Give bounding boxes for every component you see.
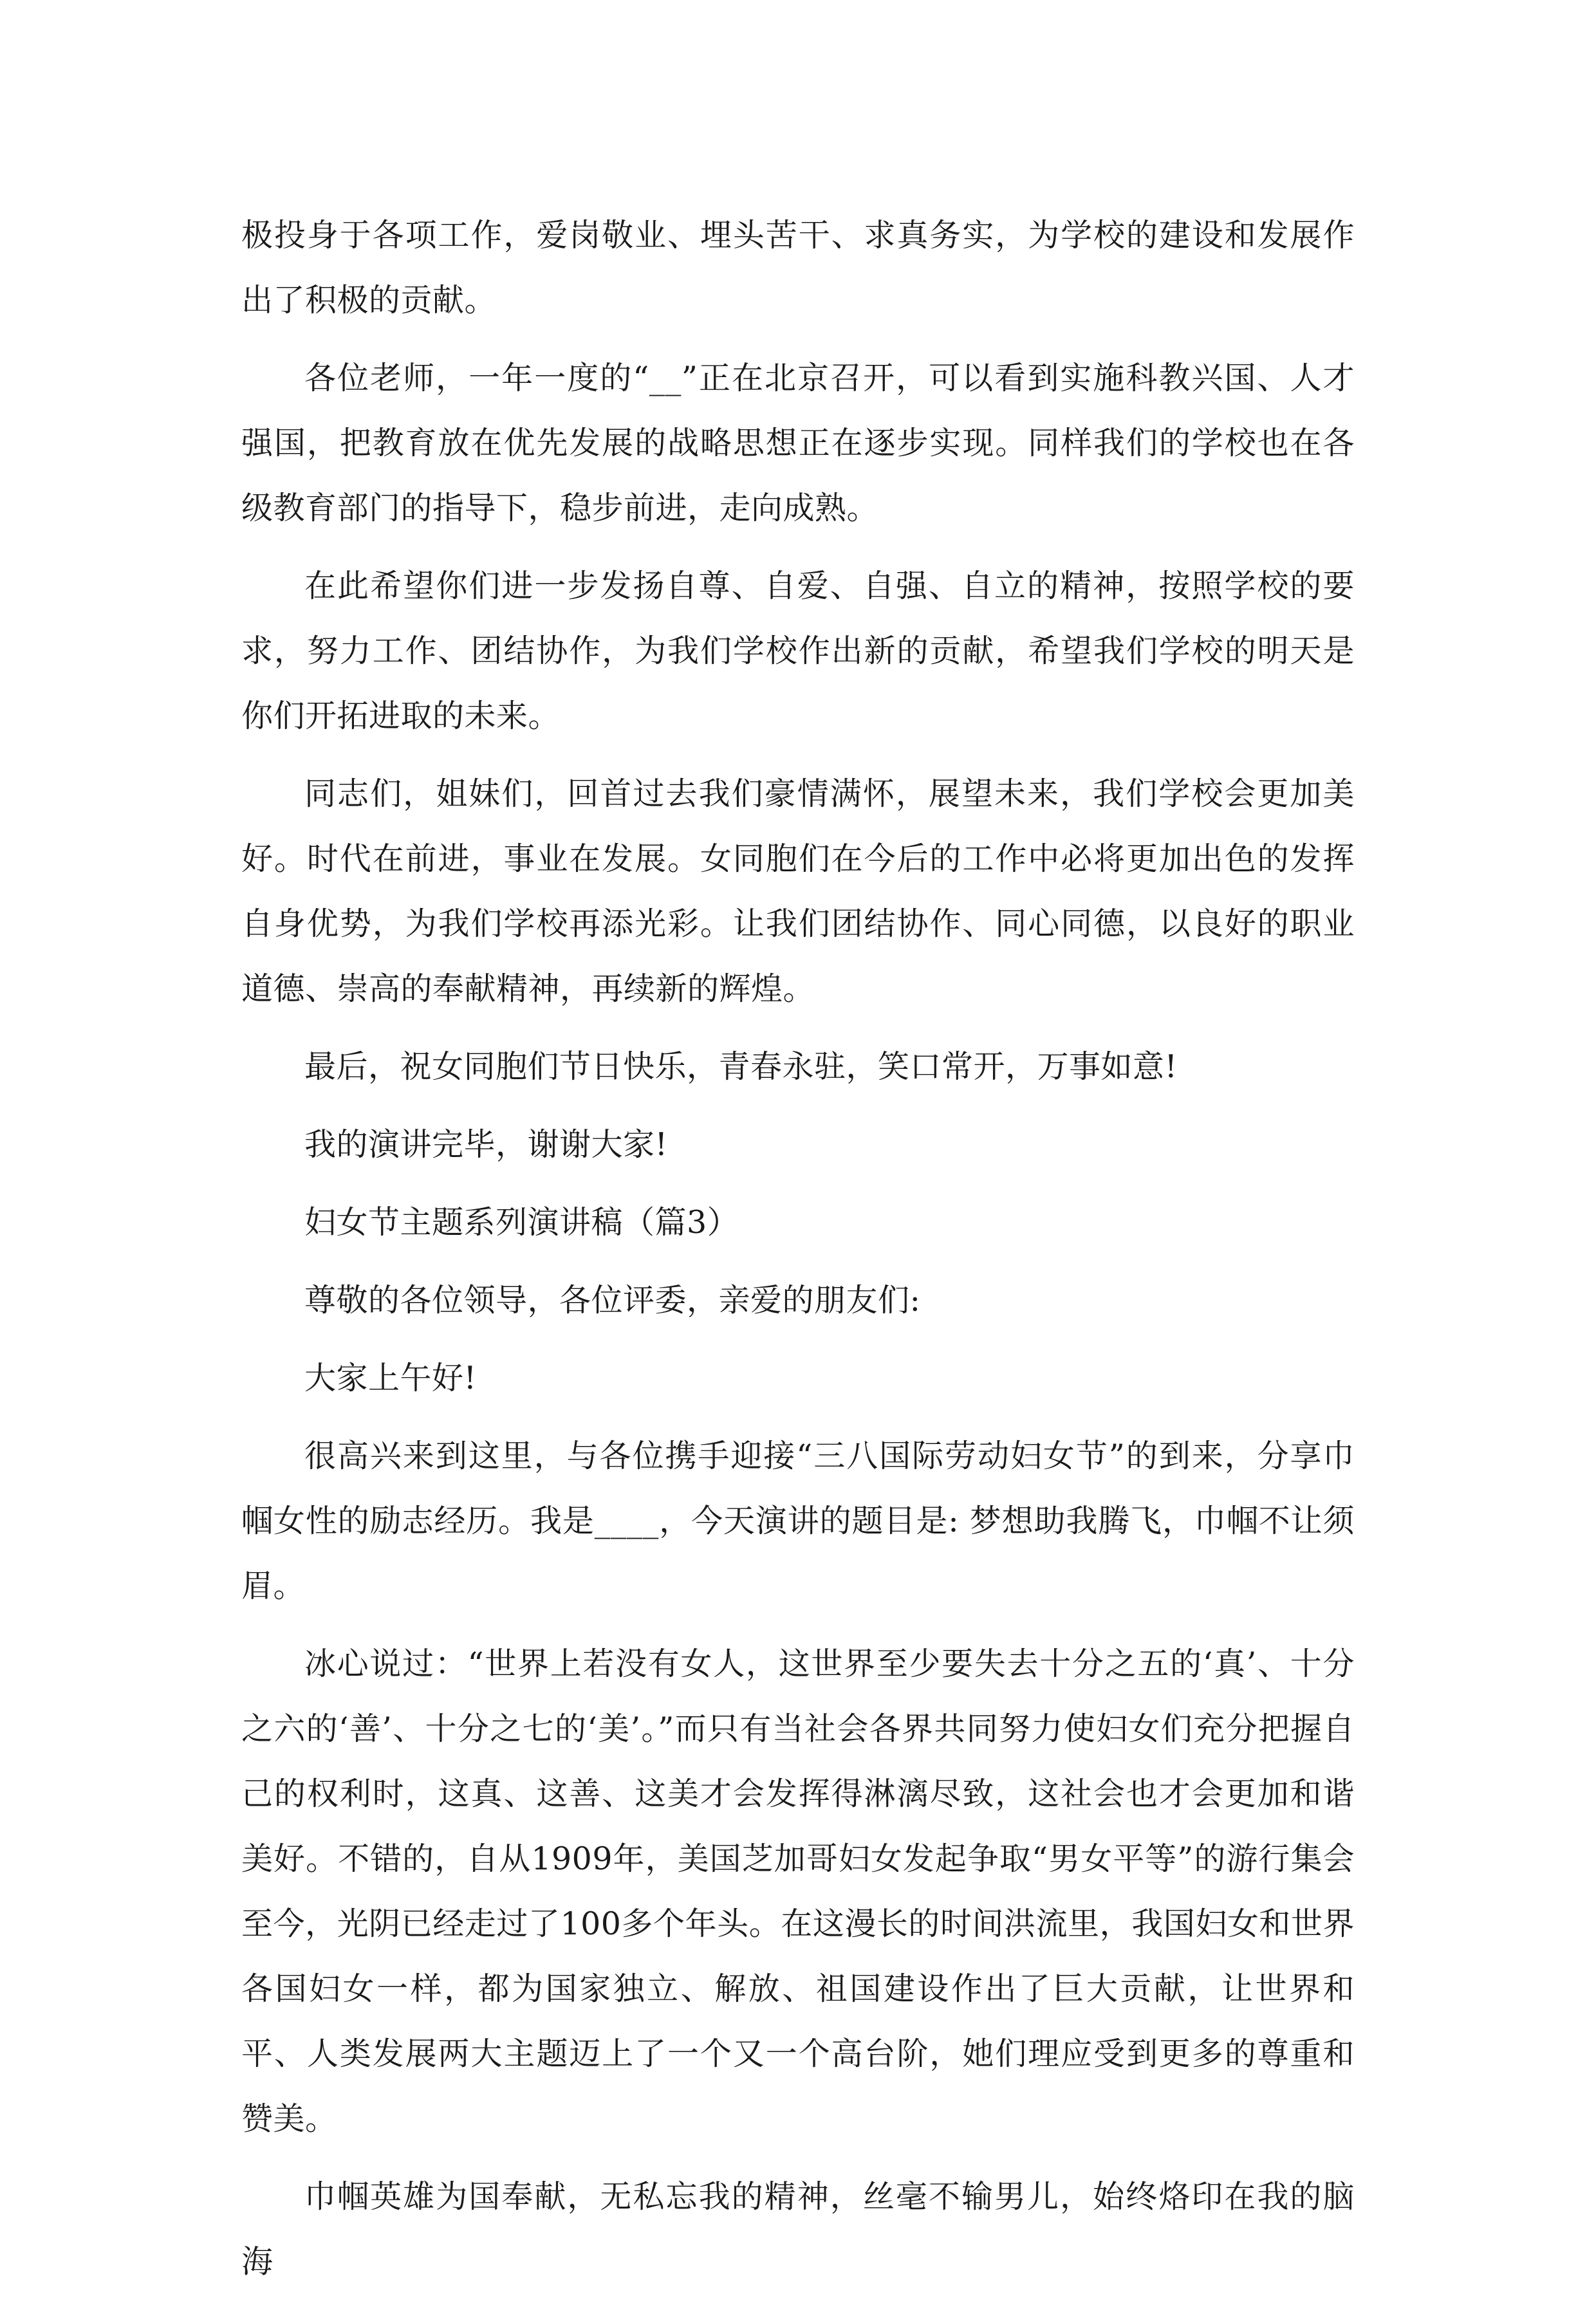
- salutation: 尊敬的各位领导，各位评委，亲爱的朋友们:: [304, 1282, 921, 1319]
- paragraph: 很高兴来到这里，与各位携手迎接“三八国际劳动妇女节”的到来，分享巾帼女性的励志经历。我是____，今天演讲的题目是: 梦想助我腾飞，巾帼不让须眉。: [241, 1438, 1355, 1604]
- paragraph: 各位老师，一年一度的“__”正在北京召开，可以看到实施科教兴国、人才强国，把教育放在优先发展的战略思想正在逐步实现。同样我们的学校也在各级教育部门的指导下，稳步前进，走向成熟。: [241, 360, 1355, 526]
- paragraph: 最后，祝女同胞们节日快乐，青春永驻，笑口常开，万事如意!: [304, 1048, 1178, 1085]
- greeting: 大家上午好!: [304, 1360, 477, 1396]
- paragraph: 在此希望你们进一步发扬自尊、自爱、自强、自立的精神，按照学校的要求，努力工作、团结协作，为我们学校作出新的贡献，希望我们学校的明天是你们开拓进取的未来。: [241, 568, 1355, 734]
- paragraph: 巾帼英雄为国奉献，无私忘我的精神，丝毫不输男儿，始终烙印在我的脑海: [241, 2178, 1355, 2280]
- section-heading: 妇女节主题系列演讲稿（篇3）: [304, 1204, 739, 1241]
- paragraph: 冰心说过：“世界上若没有女人，这世界至少要失去十分之五的‘真’、十分之六的‘善’、十分之七的‘美’。”而只有当社会各界共同努力使妇女们充分把握自己的权利时，这真、这善、这美才会发挥得淋漓尽致，这社会也才会更加和谐美好。不错的，自从1909年，美国芝加哥妇女发起争取“男女平等”的游行集会至今，光阴已经走过了100多个年头。在这漫长的时间洪流里，我国妇女和世界各国妇女一样，都为国家独立、解放、祖国建设作出了巨大贡献，让世界和平、人类发展两大主题迈上了一个又一个高台阶，她们理应受到更多的尊重和赞美。: [241, 1645, 1355, 2137]
- paragraph: 我的演讲完毕，谢谢大家!: [304, 1126, 668, 1163]
- paragraph: 极投身于各项工作，爱岗敬业、埋头苦干、求真务实，为学校的建设和发展作出了积极的贡献。: [241, 217, 1355, 319]
- paragraph: 同志们，姐妹们，回首过去我们豪情满怀，展望未来，我们学校会更加美好。时代在前进，事业在发展。女同胞们在今后的工作中必将更加出色的发挥自身优势，为我们学校再添光彩。让我们团结协作、同心同德，以良好的职业道德、崇高的奉献精神，再续新的辉煌。: [241, 775, 1355, 1007]
- document-body: [241, 203, 1355, 2307]
